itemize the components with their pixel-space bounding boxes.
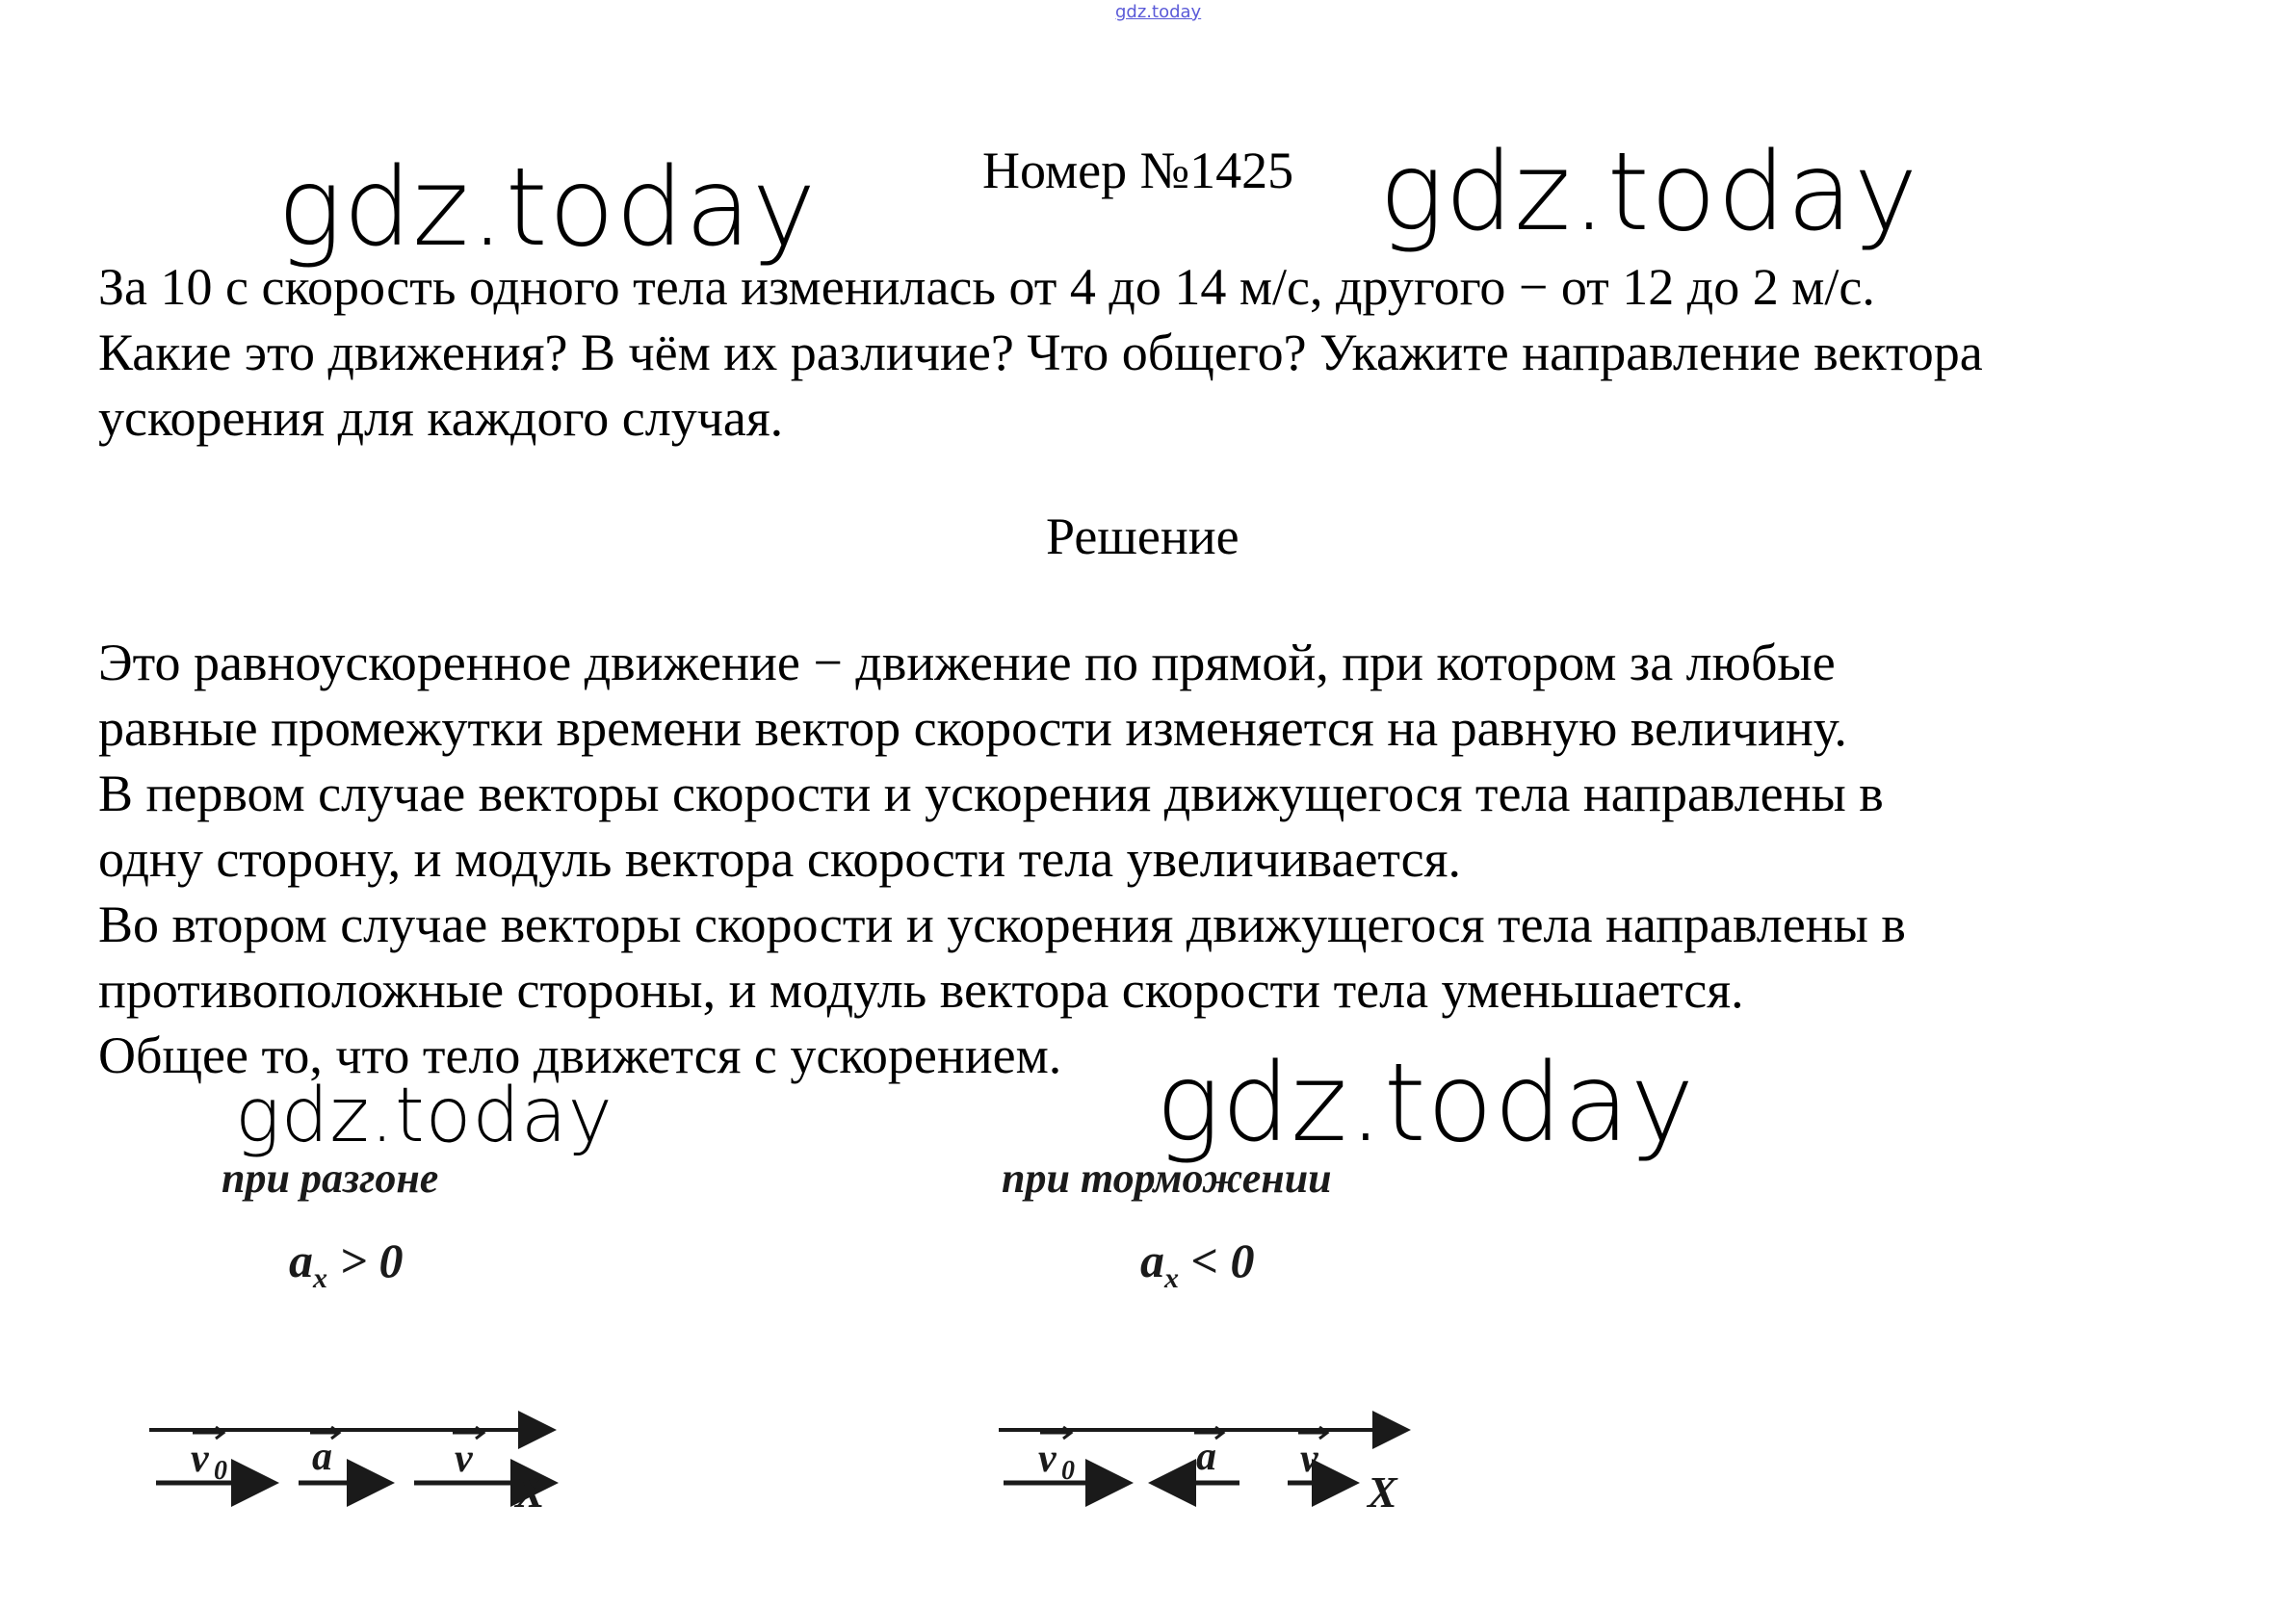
problem-statement (98, 254, 1983, 451)
x-axis (144, 1069, 597, 1550)
axis-label-x: X (1368, 1467, 1397, 1517)
initial-velocity-label: v (191, 1437, 209, 1481)
condition-variable: a (289, 1233, 313, 1287)
solution-line: Общее то, что тело движется с ускорением. (98, 1026, 1062, 1084)
condition-subscript: x (313, 1262, 327, 1294)
solution-text (98, 630, 1906, 1088)
figure-title: при торможении (1002, 1155, 1332, 1202)
watermark: gdz.today (1156, 1041, 1696, 1166)
solution-line: равные промежутки времени вектор скорости изменяется на равную величину. (98, 699, 1847, 757)
figure-braking (994, 1069, 1447, 1550)
watermark: gdz.today (277, 145, 818, 271)
watermark: gdz.today (1379, 130, 1919, 255)
watermark: gdz.today (235, 1073, 613, 1159)
solution-line: Во втором случае векторы скорости и ускорения движущегося тела направлены в (98, 895, 1906, 953)
problem-line: За 10 с скорость одного тела изменилась от 4 до 14 м/с, другого − от 12 до 2 м/с. (98, 258, 1875, 316)
solution-line: одну сторону, и модуль вектора скорости тела увеличивается. (98, 830, 1461, 888)
axis-label-x: X (515, 1467, 545, 1517)
initial-velocity-subscript: 0 (214, 1456, 227, 1486)
site-link[interactable]: gdz.today (1115, 2, 1202, 22)
final-velocity-label: v (455, 1437, 473, 1481)
figure-title: при разгоне (222, 1155, 439, 1202)
condition-variable: a (1140, 1233, 1164, 1287)
solution-heading: Решение (1046, 507, 1239, 565)
condition-relation: < 0 (1179, 1233, 1255, 1287)
acceleration-label: a (312, 1435, 332, 1479)
initial-velocity-subscript: 0 (1061, 1456, 1075, 1486)
acceleration-label: a (1196, 1435, 1216, 1479)
problem-line: Какие это движения? В чём их различие? Что общего? Укажите направление вектора (98, 324, 1983, 381)
solution-line: Это равноускоренное движение − движение по прямой, при котором за любые (98, 634, 1836, 691)
figure-acceleration (144, 1069, 597, 1550)
problem-number-title: Номер №1425 (982, 142, 1294, 199)
solution-line: противоположные стороны, и модуль вектора скорости тела уменьшается. (98, 961, 1744, 1019)
final-velocity-label: v (1300, 1437, 1318, 1481)
x-axis (994, 1069, 1447, 1550)
condition-relation: > 0 (327, 1233, 404, 1287)
condition-subscript: x (1164, 1262, 1179, 1294)
solution-line: В первом случае векторы скорости и ускорения движущегося тела направлены в (98, 765, 1884, 822)
initial-velocity-label: v (1038, 1437, 1057, 1481)
problem-line: ускорения для каждого случая. (98, 389, 784, 447)
